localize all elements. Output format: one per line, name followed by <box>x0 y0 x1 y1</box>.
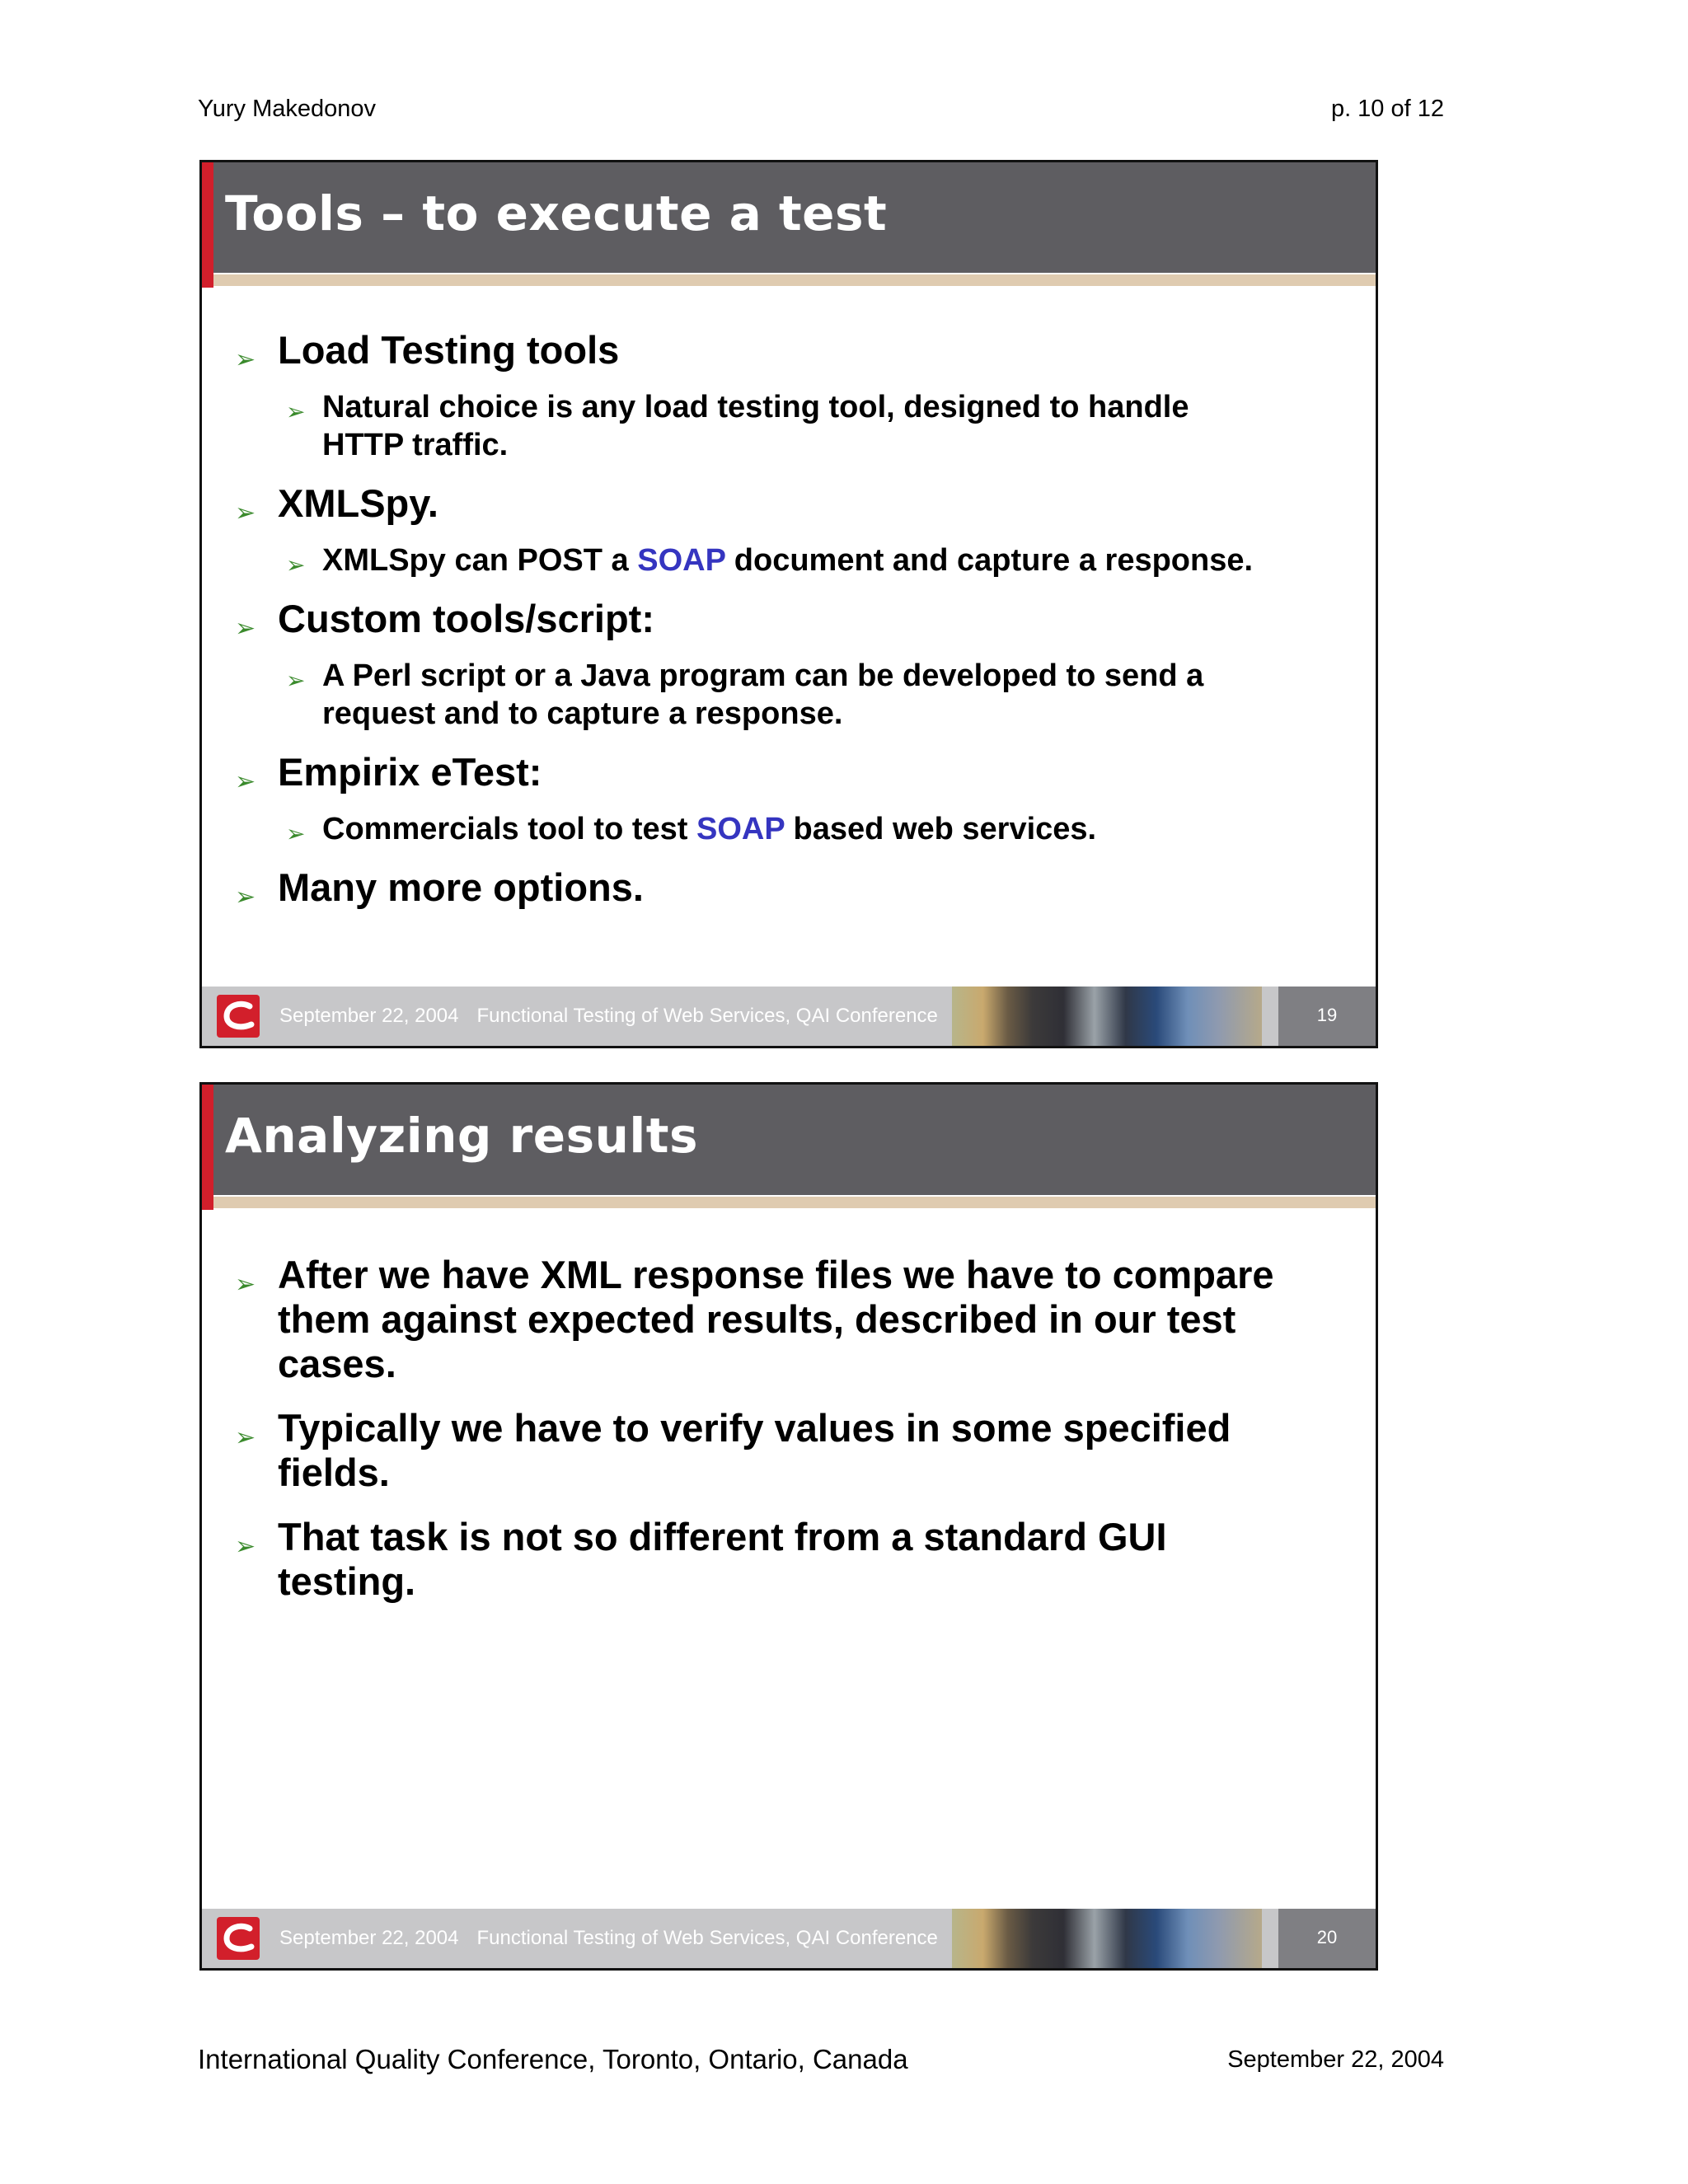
soap-highlight: SOAP <box>696 812 785 846</box>
page-header-author: Yury Makedonov <box>198 96 377 122</box>
arrow-bullet-icon: ➢ <box>235 499 256 527</box>
company-logo-icon <box>217 995 260 1038</box>
arrow-bullet-icon: ➢ <box>235 1424 256 1451</box>
sub-bullet-custom-tools <box>227 657 1277 733</box>
page-header-page-number: p. 10 of 12 <box>1330 96 1444 122</box>
company-logo-icon <box>217 1917 260 1960</box>
page-footer-conference: International Quality Conference, Toronto, Ontario, Canada <box>198 2044 908 2074</box>
bullet-custom-tools <box>227 596 1277 642</box>
bullet-text: Typically we have to verify values in some specified fields. <box>278 1406 1231 1494</box>
slide-19 <box>199 160 1378 1048</box>
slide-title: Tools – to execute a test <box>225 185 888 241</box>
bullet-text: Empirix eTest: <box>278 750 542 794</box>
sub-bullet-text: A Perl script or a Java program can be developed to send a request and to capture a response. <box>322 658 1204 731</box>
slide-title-bar <box>202 1085 1376 1195</box>
sub-bullet-xmlspy <box>227 541 1277 579</box>
footer-title: Functional Testing of Web Services, QAI Conference <box>476 1927 938 1949</box>
slide-number: 20 <box>1316 1927 1338 1947</box>
footer-photo-strip <box>952 1909 1262 1968</box>
slide-20 <box>199 1082 1378 1971</box>
slide-footer <box>202 1909 1376 1968</box>
footer-title: Functional Testing of Web Services, QAI Conference <box>476 1005 938 1027</box>
bullet-gui-testing <box>227 1515 1277 1604</box>
title-underline <box>213 274 1376 286</box>
bullet-xmlspy <box>227 480 1277 527</box>
sub-bullet-empirix <box>227 810 1277 848</box>
sub-bullet-text: based web services. <box>785 812 1097 846</box>
sub-bullet-load-testing <box>227 388 1277 464</box>
sub-bullet-text: Natural choice is any load testing tool, designed to handle HTTP traffic. <box>322 390 1189 462</box>
page-footer-date: September 22, 2004 <box>1227 2046 1444 2073</box>
arrow-bullet-icon: ➢ <box>235 768 256 795</box>
arrow-bullet-icon: ➢ <box>286 821 306 846</box>
bullet-empirix <box>227 749 1277 795</box>
arrow-bullet-icon: ➢ <box>235 346 256 373</box>
arrow-bullet-icon: ➢ <box>286 399 306 424</box>
slide-number-box <box>1278 987 1376 1046</box>
footer-date: September 22, 2004 <box>279 1005 459 1027</box>
slide-number: 19 <box>1316 1005 1338 1025</box>
slide-number-box <box>1278 1909 1376 1968</box>
bullet-text: After we have XML response files we have to compare them against expected results, described in our test cases. <box>278 1253 1274 1385</box>
title-underline <box>213 1197 1376 1208</box>
arrow-bullet-icon: ➢ <box>235 1533 256 1560</box>
slide-footer-text <box>279 1927 956 1950</box>
bullet-text: Custom tools/script: <box>278 597 654 640</box>
footer-photo-strip <box>952 987 1262 1046</box>
sub-bullet-text: XMLSpy can POST a <box>322 543 638 578</box>
sub-bullet-text: document and capture a response. <box>725 543 1254 578</box>
bullet-verify-values <box>227 1406 1277 1495</box>
slide-title-bar <box>202 162 1376 273</box>
arrow-bullet-icon: ➢ <box>235 883 256 911</box>
bullet-text: That task is not so different from a standard GUI testing. <box>278 1515 1167 1603</box>
soap-highlight: SOAP <box>637 543 726 578</box>
slide-footer <box>202 987 1376 1046</box>
bullet-load-testing <box>227 327 1277 373</box>
slide-title: Analyzing results <box>225 1108 699 1164</box>
arrow-bullet-icon: ➢ <box>286 552 306 578</box>
arrow-bullet-icon: ➢ <box>235 1271 256 1298</box>
arrow-bullet-icon: ➢ <box>235 615 256 642</box>
slide-content <box>227 1253 1277 1624</box>
bullet-text: XMLSpy. <box>278 481 438 525</box>
slide-footer-text <box>279 1005 956 1028</box>
footer-date: September 22, 2004 <box>279 1927 459 1949</box>
slide-content <box>227 327 1277 926</box>
bullet-text: Load Testing tools <box>278 328 620 372</box>
bullet-xml-response <box>227 1253 1277 1386</box>
bullet-text: Many more options. <box>278 865 644 909</box>
arrow-bullet-icon: ➢ <box>286 668 306 693</box>
bullet-many-more <box>227 865 1277 911</box>
sub-bullet-text: Commercials tool to test <box>322 812 696 846</box>
